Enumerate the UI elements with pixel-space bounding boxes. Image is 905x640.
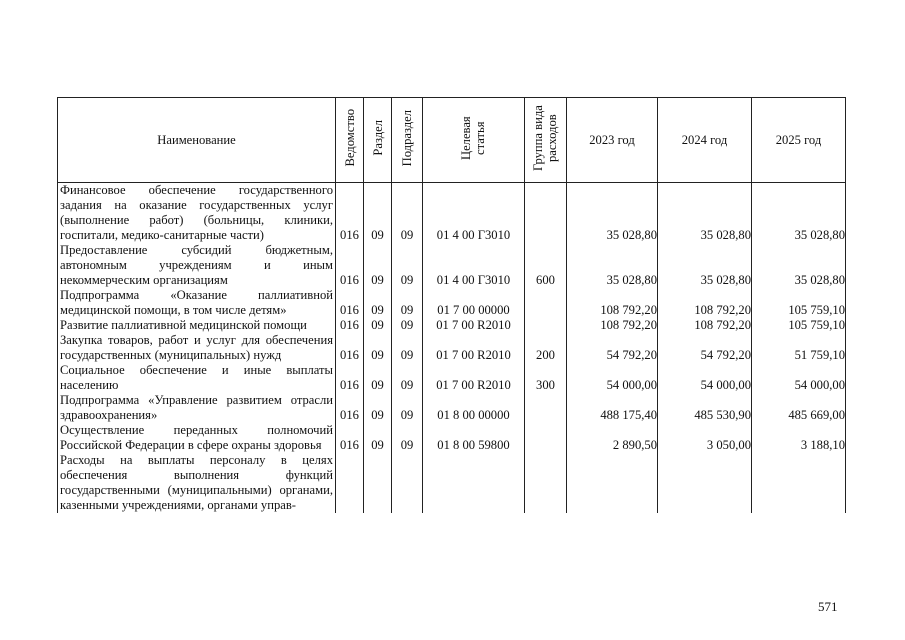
- cell-2025: 105 759,10: [752, 288, 846, 318]
- cell-name: Финансовое обеспечение государственного задания на оказание государственных услуг (выполнение работ) (больницы, клиники, госпитали, медико-санитарные части): [58, 183, 336, 244]
- cell-2023: 54 000,00: [567, 363, 658, 393]
- cell-group: [525, 423, 567, 453]
- table-row: [58, 453, 846, 513]
- header-subsection: Подраздел: [392, 98, 423, 183]
- cell-target: 01 7 00 R2010: [423, 333, 525, 363]
- budget-table-container: [57, 97, 845, 513]
- cell-subsection: [392, 453, 423, 513]
- cell-name: Предоставление субсидий бюджетным, автономным учреждениям и иным некоммерческим организациям: [58, 243, 336, 288]
- cell-subsection: 09: [392, 318, 423, 333]
- cell-subsection: 09: [392, 423, 423, 453]
- cell-target: [423, 453, 525, 513]
- cell-name: Закупка товаров, работ и услуг для обеспечения государственных (муниципальных) нужд: [58, 333, 336, 363]
- cell-group: [525, 393, 567, 423]
- cell-2024: 54 792,20: [658, 333, 752, 363]
- cell-name: Социальное обеспечение и иные выплаты населению: [58, 363, 336, 393]
- cell-2024: 54 000,00: [658, 363, 752, 393]
- cell-section: 09: [364, 318, 392, 333]
- cell-2023: 35 028,80: [567, 183, 658, 244]
- cell-dept: 016: [336, 318, 364, 333]
- cell-target: 01 8 00 59800: [423, 423, 525, 453]
- header-2023: 2023 год: [567, 98, 658, 183]
- header-dept: Ведомство: [336, 98, 364, 183]
- cell-section: 09: [364, 363, 392, 393]
- cell-target: 01 4 00 Г3010: [423, 183, 525, 244]
- header-name: Наименование: [58, 98, 336, 183]
- cell-name: Подпрограмма «Управление развитием отрасли здравоохранения»: [58, 393, 336, 423]
- cell-section: [364, 453, 392, 513]
- cell-subsection: 09: [392, 183, 423, 244]
- table-row: [58, 393, 846, 423]
- cell-dept: 016: [336, 243, 364, 288]
- cell-section: 09: [364, 333, 392, 363]
- cell-2025: [752, 453, 846, 513]
- cell-name: Подпрограмма «Оказание паллиативной медицинской помощи, в том числе детям»: [58, 288, 336, 318]
- cell-dept: 016: [336, 333, 364, 363]
- cell-name: Развитие паллиативной медицинской помощи: [58, 318, 336, 333]
- cell-dept: [336, 453, 364, 513]
- cell-section: 09: [364, 183, 392, 244]
- cell-target: 01 7 00 R2010: [423, 363, 525, 393]
- header-2024: 2024 год: [658, 98, 752, 183]
- cell-2025: 54 000,00: [752, 363, 846, 393]
- cell-2023: 35 028,80: [567, 243, 658, 288]
- header-section: Раздел: [364, 98, 392, 183]
- cell-dept: 016: [336, 288, 364, 318]
- cell-2025: 35 028,80: [752, 183, 846, 244]
- cell-dept: 016: [336, 393, 364, 423]
- table-row: [58, 333, 846, 363]
- cell-section: 09: [364, 243, 392, 288]
- cell-2023: 54 792,20: [567, 333, 658, 363]
- cell-2025: 35 028,80: [752, 243, 846, 288]
- header-target: Целевая статья: [423, 98, 525, 183]
- header-group: Группа вида расходов: [525, 98, 567, 183]
- cell-2023: 108 792,20: [567, 288, 658, 318]
- cell-section: 09: [364, 393, 392, 423]
- cell-group: [525, 183, 567, 244]
- cell-group: [525, 318, 567, 333]
- cell-2024: [658, 453, 752, 513]
- cell-target: 01 7 00 R2010: [423, 318, 525, 333]
- cell-group: 200: [525, 333, 567, 363]
- cell-2024: 35 028,80: [658, 243, 752, 288]
- cell-target: 01 7 00 00000: [423, 288, 525, 318]
- cell-2024: 108 792,20: [658, 318, 752, 333]
- cell-2023: 488 175,40: [567, 393, 658, 423]
- page-number: 571: [818, 599, 838, 614]
- cell-2024: 35 028,80: [658, 183, 752, 244]
- table-row: [58, 288, 846, 318]
- cell-group: [525, 288, 567, 318]
- cell-subsection: 09: [392, 288, 423, 318]
- header-2025: 2025 год: [752, 98, 846, 183]
- cell-2025: 105 759,10: [752, 318, 846, 333]
- cell-2025: 3 188,10: [752, 423, 846, 453]
- cell-subsection: 09: [392, 363, 423, 393]
- cell-2025: 51 759,10: [752, 333, 846, 363]
- cell-2023: 108 792,20: [567, 318, 658, 333]
- budget-table: [57, 97, 846, 513]
- cell-name: Расходы на выплаты персоналу в целях обеспечения выполнения функций государственными (муниципальными) органами, казенными учреждениями, органами управ-: [58, 453, 336, 513]
- cell-subsection: 09: [392, 333, 423, 363]
- cell-section: 09: [364, 288, 392, 318]
- cell-dept: 016: [336, 363, 364, 393]
- cell-subsection: 09: [392, 393, 423, 423]
- cell-2025: 485 669,00: [752, 393, 846, 423]
- cell-subsection: 09: [392, 243, 423, 288]
- table-row: [58, 318, 846, 333]
- header-row: [58, 98, 846, 183]
- table-row: [58, 243, 846, 288]
- table-row: [58, 423, 846, 453]
- cell-2024: 108 792,20: [658, 288, 752, 318]
- cell-2023: 2 890,50: [567, 423, 658, 453]
- table-row: [58, 363, 846, 393]
- cell-dept: 016: [336, 183, 364, 244]
- cell-target: 01 4 00 Г3010: [423, 243, 525, 288]
- cell-2024: 3 050,00: [658, 423, 752, 453]
- cell-section: 09: [364, 423, 392, 453]
- cell-group: 600: [525, 243, 567, 288]
- table-row: [58, 183, 846, 244]
- cell-target: 01 8 00 00000: [423, 393, 525, 423]
- cell-2023: [567, 453, 658, 513]
- cell-2024: 485 530,90: [658, 393, 752, 423]
- cell-group: [525, 453, 567, 513]
- cell-dept: 016: [336, 423, 364, 453]
- cell-group: 300: [525, 363, 567, 393]
- cell-name: Осуществление переданных полномочий Российской Федерации в сфере охраны здоровья: [58, 423, 336, 453]
